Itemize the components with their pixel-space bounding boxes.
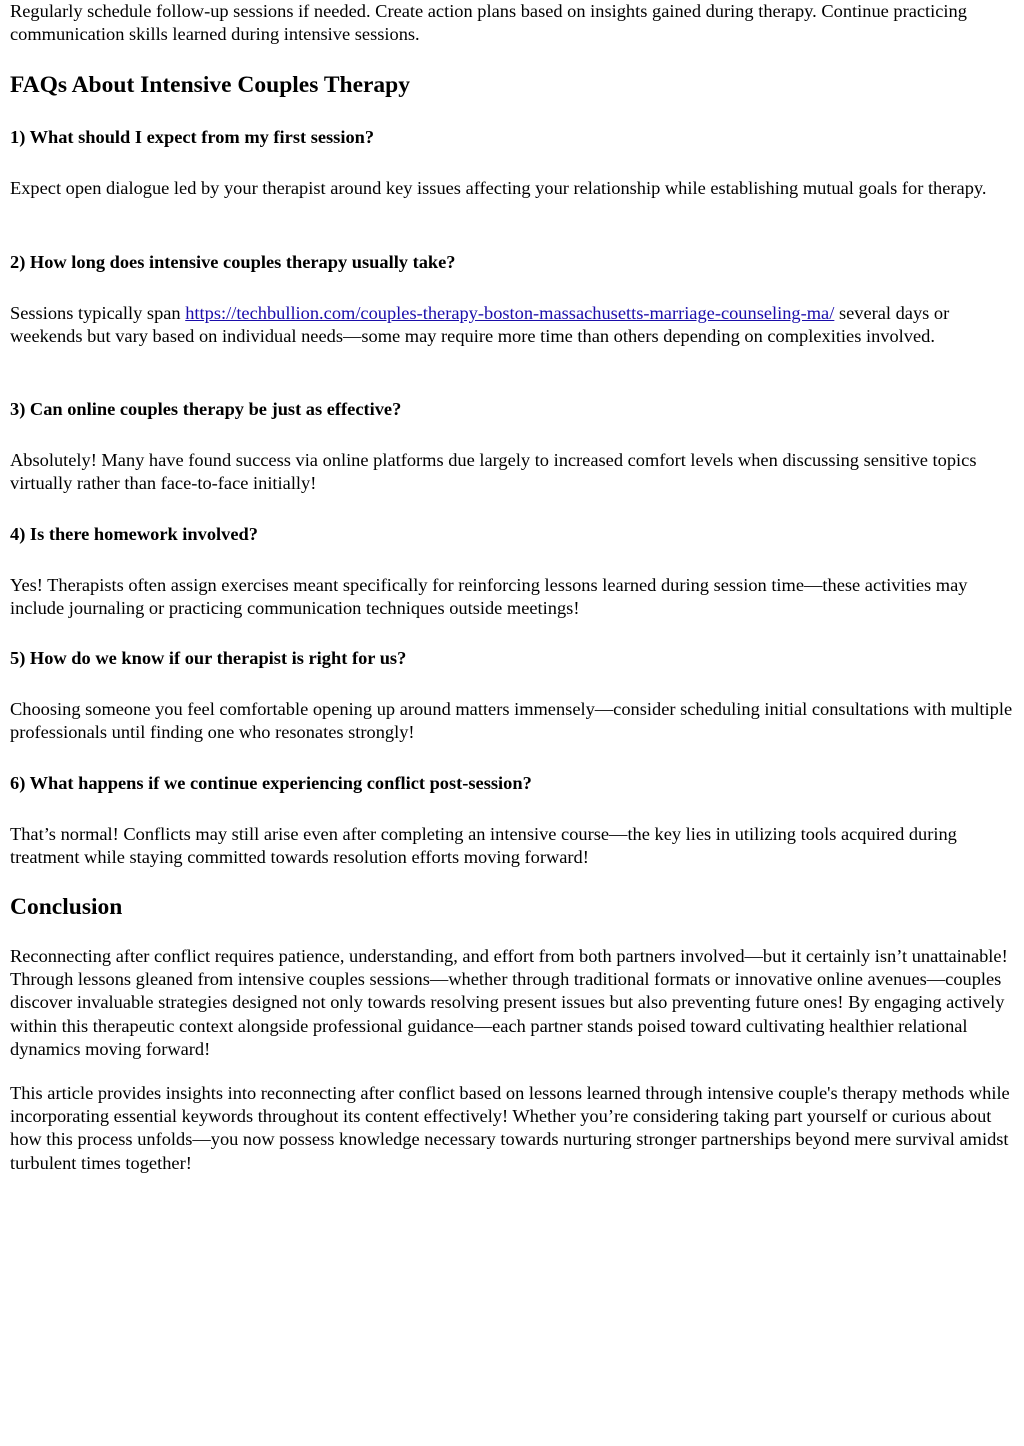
faq-answer-4: Yes! Therapists often assign exercises meant specifically for reinforcing lessons learned during session time—these activities may include journaling or practicing communication techniques outside meetings! (10, 575, 968, 619)
faq-answer-2-after-link: several days or weekends but vary based on individual needs—some may require more time than others depending on complexities involved. (10, 303, 950, 347)
faq-heading: FAQs About Intensive Couples Therapy (10, 72, 411, 98)
faq-question-1: 1) What should I expect from my first session? (10, 127, 375, 147)
intro-paragraph: Regularly schedule follow-up sessions if needed. Create action plans based on insights gained during therapy. Continue practicing communication skills learned during intensive sessions. (10, 1, 967, 45)
faq-question-5: 5) How do we know if our therapist is right for us? (10, 648, 407, 668)
conclusion-paragraph-2: This article provides insights into reconnecting after conflict based on lessons learned through intensive couple's therapy methods while incorporating essential keywords throughout its content effectively! Whether you’re considering taking part yourself or curious about how this process unfolds—you now possess knowledge necessary towards nurturing stronger partnerships beyond mere survival amidst turbulent times together! (10, 1083, 1010, 1173)
faq-answer-6: That’s normal! Conflicts may still arise even after completing an intensive course—the key lies in utilizing tools acquired during treatment while staying committed towards resolution efforts moving forward! (10, 824, 957, 868)
faq-question-6: 6) What happens if we continue experiencing conflict post-session? (10, 773, 532, 793)
conclusion-heading: Conclusion (10, 894, 123, 920)
faq-answer-3: Absolutely! Many have found success via online platforms due largely to increased comfort levels when discussing sensitive topics virtually rather than face-to-face initially! (10, 450, 977, 494)
techbullion-link[interactable]: https://techbullion.com/couples-therapy-boston-massachusetts-marriage-counseling-ma/ (185, 303, 835, 323)
faq-question-3: 3) Can online couples therapy be just as effective? (10, 399, 402, 419)
faq-answer-2 (10, 302, 1014, 348)
conclusion-paragraph-1: Reconnecting after conflict requires patience, understanding, and effort from both partners involved—but it certainly isn’t unattainable! Through lessons gleaned from intensive couples sessions—whether through traditional formats or innovative online avenues—couples discover invaluable strategies designed not only towards resolving present issues but also preventing future ones! By engaging actively within this therapeutic context alongside professional guidance—each partner stands poised toward cultivating healthier relational dynamics moving forward! (10, 946, 1008, 1059)
faq-answer-2-before-link: Sessions typically span (10, 303, 186, 323)
faq-answer-5: Choosing someone you feel comfortable opening up around matters immensely—consider scheduling initial consultations with multiple professionals until finding one who resonates strongly! (10, 699, 1013, 743)
faq-question-4: 4) Is there homework involved? (10, 524, 258, 544)
faq-question-2: 2) How long does intensive couples therapy usually take? (10, 252, 456, 272)
faq-answer-1: Expect open dialogue led by your therapist around key issues affecting your relationship while establishing mutual goals for therapy. (10, 178, 987, 198)
